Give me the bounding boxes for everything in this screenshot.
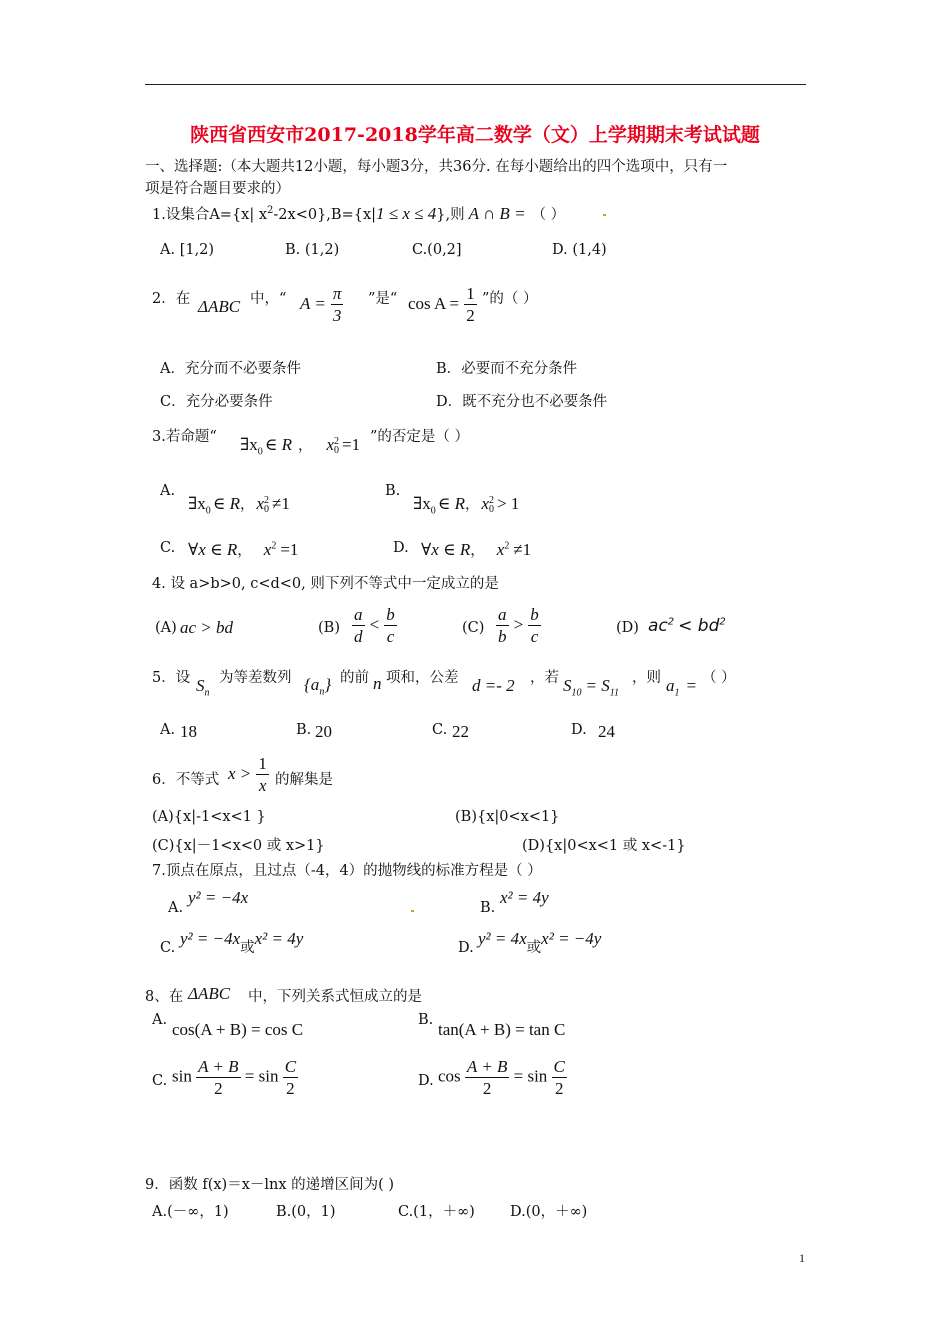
q5-text5: ，则 [632,670,661,686]
q4-option-a-label: (A) [155,620,177,636]
q1-option-c: C.(0,2] [412,242,462,258]
exam-title: 陕西省西安市2017-2018学年高二数学（文）上学期期末考试试题 [190,124,760,146]
q4-option-b: $\frac{a}{d}$ < $\frac{b}{c}$ [354,605,395,646]
q5-a1: $a_1$ = [666,676,697,699]
question-3-stem: 3.若命题“ [152,429,217,445]
q3-option-a: $\exists x_0$ ∈ R， x 2 0 ≠1 [188,494,290,517]
q8-option-b: tan(A + B) = tan C [438,1020,566,1039]
q7-option-c: y² = −4x或x² = 4y [180,929,304,956]
q7-option-a-label: A. [168,900,184,916]
q2-option-a: A．充分而不必要条件 [160,361,301,377]
q5-sn: $S_n$ [196,676,210,699]
q6-inequality: x > $\frac{1}{x}$ [228,754,267,795]
q3-option-c: ∀x ∈ R， $x^2 =1$ [188,540,299,559]
q5-text1: 为等差数列 [219,670,292,686]
q9-option-d: D.(0，＋∞) [510,1204,588,1220]
header-rule [145,84,806,85]
question-8-num: 8、在 [145,989,184,1005]
page-number: 1 [799,1251,805,1265]
q5-common-difference: d =- 2 [472,676,515,695]
q9-option-a: A.(－∞，1) [152,1204,229,1220]
q3-option-b-label: B. [385,483,401,499]
question-4-stem: 4. 设 a>b>0, c<d<0, 则下列不等式中一定成立的是 [152,576,499,592]
q8-option-c-label: C. [152,1073,168,1089]
question-2-num: 2．在 [152,291,191,307]
question-2-text: 中，“ [250,291,287,307]
triangle-abc: ΔABC [198,297,241,316]
q1-option-a: A. [1,2) [160,242,215,258]
q4-option-c-label: (C) [462,620,485,636]
q5-text3: 项和，公差 [386,670,459,686]
q7-option-b-label: B. [480,900,496,916]
q5-text4: ，若 [530,670,559,686]
q3-option-d: ∀x ∈ R， $x^2 \ne 1$ [421,540,532,559]
cos-condition: cos A = $\frac{1}{2}$ [408,284,475,325]
q1-option-d: D. (1,4) [552,242,607,258]
q8-option-d-label: D. [418,1073,434,1089]
q8-option-c: sin $\frac{A + B}{2}$ = sin $\frac{C}{2}$ [172,1057,297,1098]
q5-option-d: 24 [598,722,615,741]
q5-paren: （ ） [702,670,736,686]
q5-sequence: $\{a_n\}$ [304,675,332,698]
stray-mark [603,214,606,216]
q5-option-b: 20 [315,722,332,741]
q5-n: n [373,674,382,693]
q1-option-b: B. (1,2) [285,242,340,258]
q5-option-d-label: D. [571,722,587,738]
q6-option-c: (C){x|－1<x<0 或 x>1} [152,838,325,854]
q3-option-d-label: D. [393,540,409,556]
q8-option-d: cos $\frac{A + B}{2}$ = sin $\frac{C}{2}$ [438,1057,565,1098]
q2-option-d: D．既不充分也不必要条件 [436,394,608,410]
q7-option-d: y² = 4x或x² = −4y [478,929,602,956]
q7-option-a: y² = −4x [188,888,249,907]
q7-option-b: x² = 4y [500,888,549,907]
q3-proposition: $\exists x_0$ ∈ R ， x 2 0 =1 [240,435,361,458]
angle-condition: A = $\frac{\pi}{3}$ [300,284,342,325]
q5-option-a: 18 [180,722,197,741]
question-5-num: 5．设 [152,670,191,686]
question-2-end: ”的（ ） [482,291,538,307]
q4-option-d-label: (D) [616,620,639,636]
q5-condition: $S_{10} = S_{11}$ [563,676,619,699]
q2-option-b: B．必要而不充分条件 [436,361,578,377]
question-1-stem: 1.设集合A={x| $x^2-2x<0\},B=\{x|1 \le x \le 4\}$,则 A ∩ B = （ ） [152,204,566,223]
q8-option-a: cos(A + B) = cos C [172,1020,304,1039]
q4-option-d: $ac^2 < bd^2$ [648,616,726,636]
q7-option-c-label: C. [160,940,176,956]
section-intro-line1: 一、选择题:（本大题共12小题，每小题3分，共36分. 在每小题给出的四个选项中，只有一 [145,159,728,175]
question-8-stem: 中，下列关系式恒成立的是 [248,989,422,1005]
q3-option-a-label: A. [160,483,176,499]
q8-option-a-label: A. [152,1012,168,1028]
q8-option-b-label: B. [418,1012,434,1028]
q7-option-d-label: D. [458,940,474,956]
q2-option-c: C．充分必要条件 [160,394,273,410]
q6-option-a: (A){x|-1<x<1 } [152,809,266,825]
triangle-abc: ΔABC [188,984,231,1003]
question-6-num: 6．不等式 [152,772,220,788]
q3-option-b: $\exists x_0$ ∈ R， x 2 0 > 1 [413,494,520,517]
question-6-end: 的解集是 [275,772,333,788]
q6-option-b: (B){x|0<x<1} [455,809,560,825]
question-2-text2: ”是“ [368,291,398,307]
q9-option-b: B.(0，1) [276,1204,336,1220]
q9-option-c: C.(1，＋∞) [398,1204,475,1220]
question-9-stem: 9．函数 f(x)＝x－lnx 的递增区间为( ) [145,1177,395,1193]
q4-option-b-label: (B) [318,620,340,636]
q6-option-d: (D){x|0<x<1 或 x<-1} [522,838,686,854]
q5-option-c-label: C. [432,722,448,738]
stray-mark [411,910,414,912]
q5-option-b-label: B. [296,722,312,738]
q5-option-a-label: A. [160,722,176,738]
question-3-end: ”的否定是（ ） [370,429,470,445]
q5-text2: 的前 [340,670,369,686]
q5-option-c: 22 [452,722,469,741]
q3-option-c-label: C. [160,540,176,556]
q4-option-c: $\frac{a}{b}$ > $\frac{b}{c}$ [498,605,539,646]
question-7-stem: 7.顶点在原点，且过点（-4，4）的抛物线的标准方程是（ ） [152,863,542,879]
section-intro-line2: 项是符合题目要求的） [145,181,290,197]
q4-option-a: ac > bd [180,618,234,637]
